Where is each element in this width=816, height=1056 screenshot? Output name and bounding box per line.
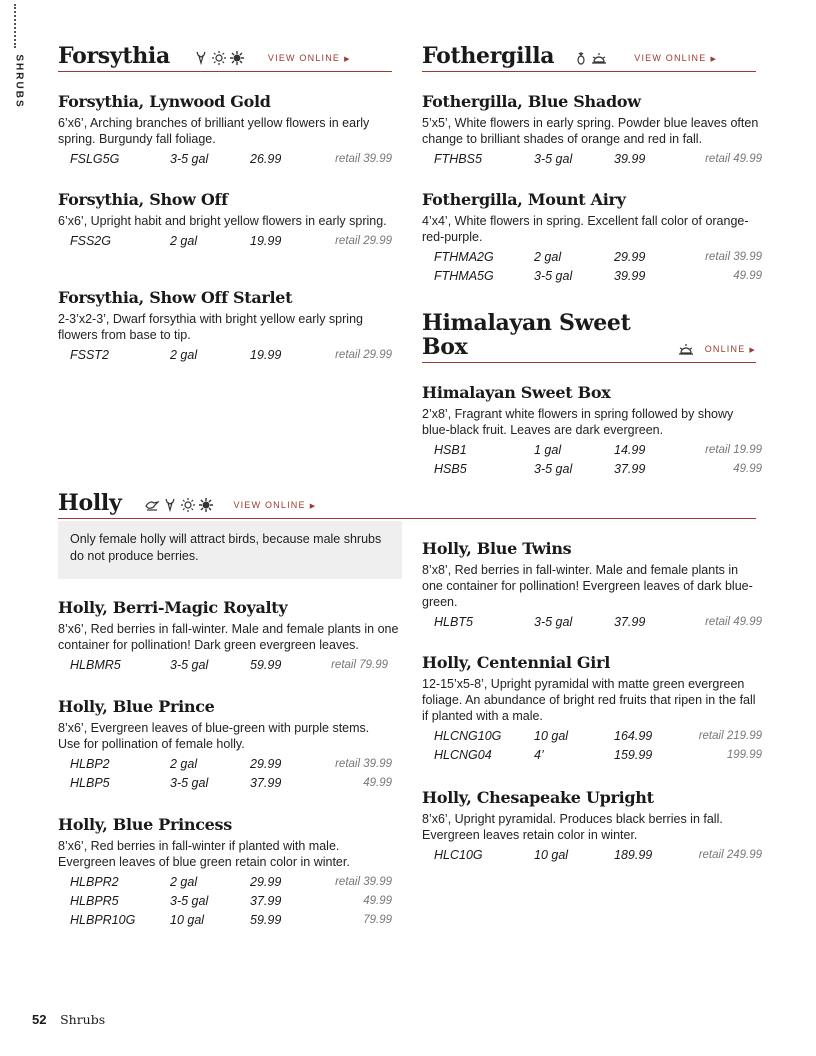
- sku-row: [58, 656, 388, 675]
- sku-size: 2 gal: [170, 757, 198, 771]
- deer-resistant-icon: [194, 51, 208, 65]
- sku-row: [422, 248, 762, 267]
- product-title: Holly, Centennial Girl: [422, 653, 610, 672]
- sku-retail: retail 39.99: [335, 153, 392, 165]
- sku-code: HLCNG04: [434, 748, 492, 762]
- sku-size: 3-5 gal: [534, 462, 573, 476]
- product-description: 6’x6’, Arching branches of brilliant yellow flowers in early spring. Burgundy fall foliage.: [58, 116, 370, 146]
- product-description: 8’x6’, Red berries in fall-winter if planted with male. Evergreen leaves of blue green retain color in winter.: [58, 839, 350, 869]
- sku-row: [422, 441, 762, 460]
- deer-resistant-icon: [163, 498, 177, 512]
- section-title: Forsythia: [58, 43, 170, 69]
- sku-price: 19.99: [250, 234, 282, 248]
- view-online-link[interactable]: ONLINE ▶: [704, 344, 756, 354]
- product-fothergilla-mount-airy: [422, 190, 766, 286]
- sku-row: [422, 746, 762, 765]
- part-sun-icon: [679, 342, 693, 356]
- sku-size: 3-5 gal: [534, 152, 573, 166]
- product-title: Forsythia, Lynwood Gold: [58, 92, 271, 111]
- sku-price: 37.99: [614, 615, 646, 629]
- sku-code: HLCNG10G: [434, 729, 502, 743]
- sku-price: 164.99: [614, 729, 653, 743]
- product-title: Fothergilla, Mount Airy: [422, 190, 626, 209]
- sku-row: [58, 873, 392, 892]
- sku-size: 2 gal: [170, 234, 198, 248]
- sku-size: 4’: [534, 748, 544, 762]
- sku-price: 59.99: [250, 913, 282, 927]
- sku-retail: retail 49.99: [705, 153, 762, 165]
- sku-retail: 49.99: [363, 895, 392, 907]
- section-title: Holly: [58, 490, 122, 516]
- sku-retail: retail 39.99: [335, 758, 392, 770]
- sku-code: HSB5: [434, 462, 467, 476]
- sun-icon: [212, 51, 226, 65]
- sku-retail: 49.99: [733, 463, 762, 475]
- sku-price: 39.99: [614, 152, 646, 166]
- sku-price: 39.99: [614, 269, 646, 283]
- sku-retail: 79.99: [363, 914, 392, 926]
- sku-retail: retail 29.99: [335, 235, 392, 247]
- bloom-icon: [199, 498, 213, 512]
- sku-code: HSB1: [434, 443, 467, 457]
- product-holly-centennial-girl: [422, 653, 762, 765]
- sku-price: 59.99: [250, 658, 282, 672]
- section-title: Himalayan Sweet Box: [422, 310, 631, 360]
- sku-code: HLBT5: [434, 615, 473, 629]
- product-title: Holly, Chesapeake Upright: [422, 788, 654, 807]
- sku-price: 189.99: [614, 848, 653, 862]
- forsythia-header: [58, 44, 392, 72]
- sku-code: HLC10G: [434, 848, 483, 862]
- product-description: 8’x8’, Red berries in fall-winter. Male and female plants in one container for pollination! Evergreen leaves of dark blue-green.: [422, 563, 753, 609]
- sku-retail: retail 219.99: [698, 730, 762, 742]
- attribute-icons: [679, 342, 693, 359]
- sku-code: FTHBS5: [434, 152, 482, 166]
- sku-size: 10 gal: [170, 913, 205, 927]
- sku-price: 29.99: [250, 757, 282, 771]
- sku-size: 3-5 gal: [170, 658, 209, 672]
- product-forsythia-show-off: [58, 190, 392, 251]
- sun-icon: [181, 498, 195, 512]
- sku-row: [58, 150, 392, 169]
- product-title: Fothergilla, Blue Shadow: [422, 92, 641, 111]
- sku-size: 3-5 gal: [170, 776, 209, 790]
- bloom-icon: [230, 51, 244, 65]
- product-description: 4’x4’, White flowers in spring. Excellent fall color of orange-red-purple.: [422, 214, 749, 244]
- sku-retail: retail 39.99: [335, 876, 392, 888]
- sku-size: 2 gal: [534, 250, 562, 264]
- sku-retail: 199.99: [726, 749, 762, 761]
- product-holly-berri-magic-royalty: [58, 598, 408, 675]
- product-fothergilla-blue-shadow: [422, 92, 762, 169]
- sku-retail: retail 79.99: [331, 659, 388, 671]
- sku-retail: retail 249.99: [698, 849, 762, 861]
- sku-code: FTHMA2G: [434, 250, 494, 264]
- sku-price: 19.99: [250, 348, 282, 362]
- view-online-link[interactable]: VIEW ONLINE ▶: [233, 500, 317, 510]
- product-forsythia-lynwood-gold: [58, 92, 392, 169]
- sku-code: HLBPR2: [70, 875, 119, 889]
- page-number: 52: [32, 1012, 47, 1027]
- sku-size: 3-5 gal: [170, 152, 209, 166]
- attribute-icons: [574, 51, 606, 68]
- sku-row: [58, 232, 392, 251]
- sku-row: [422, 727, 762, 746]
- sku-code: FSLG5G: [70, 152, 120, 166]
- holly-note: Only female holly will attract birds, because male shrubs do not produce berries.: [58, 521, 402, 579]
- product-title: Forsythia, Show Off Starlet: [58, 288, 293, 307]
- product-title: Himalayan Sweet Box: [422, 383, 611, 402]
- view-online-link[interactable]: VIEW ONLINE ▶: [634, 53, 718, 63]
- product-description: 2-3’x2-3’, Dwarf forsythia with bright yellow early spring flowers from base to tip.: [58, 312, 363, 342]
- product-description: 6’x6’, Upright habit and bright yellow flowers in early spring.: [58, 214, 387, 228]
- sku-price: 29.99: [614, 250, 646, 264]
- sku-size: 3-5 gal: [534, 615, 573, 629]
- sku-row: [422, 460, 762, 479]
- sku-code: HLBP2: [70, 757, 110, 771]
- sku-retail: retail 49.99: [705, 616, 762, 628]
- product-description: 8’x6’, Evergreen leaves of blue-green with purple stems. Use for pollination of female holly.: [58, 721, 370, 751]
- sku-code: HLBP5: [70, 776, 110, 790]
- sku-price: 29.99: [250, 875, 282, 889]
- product-title: Holly, Blue Twins: [422, 539, 572, 558]
- sku-size: 2 gal: [170, 875, 198, 889]
- sku-code: HLBMR5: [70, 658, 121, 672]
- sku-retail: retail 19.99: [705, 444, 762, 456]
- sku-code: FTHMA5G: [434, 269, 494, 283]
- bird-icon: [145, 498, 159, 512]
- sku-row: [58, 911, 392, 930]
- attribute-icons: [145, 498, 213, 515]
- sku-price: 37.99: [250, 776, 282, 790]
- sku-size: 3-5 gal: [170, 894, 209, 908]
- sku-price: 14.99: [614, 443, 646, 457]
- side-tab: [6, 4, 26, 114]
- sku-code: HLBPR5: [70, 894, 119, 908]
- product-title: Holly, Blue Princess: [58, 815, 232, 834]
- attribute-icons: [194, 51, 244, 68]
- page-footer: [32, 1012, 105, 1027]
- sku-retail: retail 39.99: [705, 251, 762, 263]
- part-sun-icon: [592, 51, 606, 65]
- product-description: 12-15’x5-8’, Upright pyramidal with matte green evergreen foliage. An abundance of bright red fruits that ripen in the fall if planted with a male.: [422, 677, 756, 723]
- fothergilla-header: [422, 44, 756, 72]
- sku-price: 26.99: [250, 152, 282, 166]
- product-holly-blue-prince: [58, 697, 392, 793]
- sku-row: [422, 613, 762, 632]
- product-title: Forsythia, Show Off: [58, 190, 228, 209]
- product-description: 2’x8’, Fragrant white flowers in spring followed by showy blue-black fruit. Leaves are dark evergreen.: [422, 407, 734, 437]
- sku-size: 10 gal: [534, 729, 569, 743]
- himalayan-sweet-box-header: [422, 310, 756, 363]
- product-description: 8’x6’, Red berries in fall-winter. Male and female plants in one container for pollination! Dark green evergreen leaves.: [58, 622, 399, 652]
- sku-size: 10 gal: [534, 848, 569, 862]
- sku-row: [58, 774, 392, 793]
- product-title: Holly, Blue Prince: [58, 697, 215, 716]
- product-himalayan-sweet-box: [422, 383, 762, 479]
- sku-code: FSST2: [70, 348, 109, 362]
- holly-header: [58, 491, 756, 519]
- sku-retail: 49.99: [363, 777, 392, 789]
- sku-price: 37.99: [250, 894, 282, 908]
- sku-row: [58, 892, 392, 911]
- product-holly-blue-twins: [422, 539, 762, 632]
- product-description: 5’x5’, White flowers in early spring. Powder blue leaves often change to brilliant shades of orange and red in fall.: [422, 116, 759, 146]
- sku-row: [422, 267, 762, 286]
- side-tab-label: SHRUBS: [13, 54, 25, 109]
- sku-row: [422, 846, 762, 865]
- sku-row: [422, 150, 762, 169]
- sku-row: [58, 346, 392, 365]
- sku-price: 159.99: [614, 748, 653, 762]
- product-title: Holly, Berri-Magic Royalty: [58, 598, 288, 617]
- sku-retail: 49.99: [733, 270, 762, 282]
- footer-section-name: Shrubs: [60, 1012, 106, 1027]
- sku-row: [58, 755, 392, 774]
- section-title: Fothergilla: [422, 43, 555, 69]
- pollinator-icon: [574, 51, 588, 65]
- product-holly-chesapeake-upright: [422, 788, 762, 865]
- sku-code: HLBPR10G: [70, 913, 136, 927]
- view-online-link[interactable]: VIEW ONLINE ▶: [267, 53, 351, 63]
- sku-retail: retail 29.99: [335, 349, 392, 361]
- dotted-leader: [14, 4, 16, 48]
- product-holly-blue-princess: [58, 815, 392, 930]
- sku-size: 1 gal: [534, 443, 562, 457]
- sku-size: 2 gal: [170, 348, 198, 362]
- sku-code: FSS2G: [70, 234, 111, 248]
- product-description: 8’x6’, Upright pyramidal. Produces black berries in fall. Evergreen leaves retain color in winter.: [422, 812, 723, 842]
- sku-size: 3-5 gal: [534, 269, 573, 283]
- sku-price: 37.99: [614, 462, 646, 476]
- product-forsythia-show-off-starlet: [58, 288, 392, 365]
